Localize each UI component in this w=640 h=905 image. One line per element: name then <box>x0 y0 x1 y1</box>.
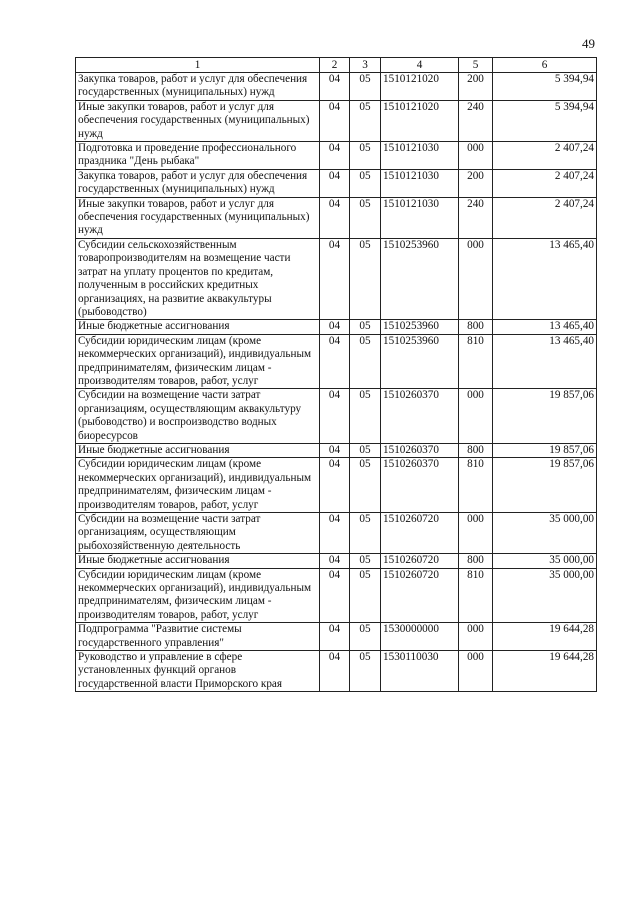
target-article-code: 1510253960 <box>381 320 459 334</box>
target-article-code: 1510121030 <box>381 197 459 238</box>
table-row <box>76 623 597 651</box>
target-article-code: 1510260370 <box>381 458 459 513</box>
table-row <box>76 568 597 623</box>
amount: 2 407,24 <box>493 197 597 238</box>
expense-type-code: 000 <box>459 389 493 444</box>
item-name: Подпрограмма "Развитие системы государственного управления" <box>76 623 320 651</box>
section-code: 04 <box>320 100 350 141</box>
item-name: Закупка товаров, работ и услуг для обеспечения государственных (муниципальных) нужд <box>76 169 320 197</box>
subsection-code: 05 <box>350 568 381 623</box>
page-number: 49 <box>582 36 595 51</box>
item-name: Иные закупки товаров, работ и услуг для обеспечения государственных (муниципальных) нужд <box>76 100 320 141</box>
column-header: 4 <box>381 58 459 73</box>
expense-type-code: 810 <box>459 568 493 623</box>
table-row <box>76 238 597 319</box>
section-code: 04 <box>320 651 350 692</box>
subsection-code: 05 <box>350 197 381 238</box>
item-name: Подготовка и проведение профессионального праздника "День рыбака" <box>76 142 320 170</box>
table-row <box>76 458 597 513</box>
table-body <box>76 73 597 692</box>
table-row <box>76 197 597 238</box>
subsection-code: 05 <box>350 443 381 457</box>
expense-type-code: 800 <box>459 320 493 334</box>
section-code: 04 <box>320 389 350 444</box>
amount: 13 465,40 <box>493 238 597 319</box>
target-article-code: 1510121030 <box>381 169 459 197</box>
expense-type-code: 200 <box>459 169 493 197</box>
section-code: 04 <box>320 197 350 238</box>
amount: 13 465,40 <box>493 320 597 334</box>
amount: 19 857,06 <box>493 458 597 513</box>
amount: 19 857,06 <box>493 443 597 457</box>
expense-type-code: 000 <box>459 513 493 554</box>
amount: 19 644,28 <box>493 651 597 692</box>
subsection-code: 05 <box>350 142 381 170</box>
table-row <box>76 334 597 389</box>
subsection-code: 05 <box>350 554 381 568</box>
item-name: Иные бюджетные ассигнования <box>76 443 320 457</box>
section-code: 04 <box>320 142 350 170</box>
amount: 13 465,40 <box>493 334 597 389</box>
subsection-code: 05 <box>350 320 381 334</box>
amount: 35 000,00 <box>493 568 597 623</box>
subsection-code: 05 <box>350 100 381 141</box>
table-row <box>76 100 597 141</box>
target-article-code: 1510121030 <box>381 142 459 170</box>
subsection-code: 05 <box>350 334 381 389</box>
column-header: 2 <box>320 58 350 73</box>
section-code: 04 <box>320 169 350 197</box>
item-name: Иные закупки товаров, работ и услуг для обеспечения государственных (муниципальных) нужд <box>76 197 320 238</box>
section-code: 04 <box>320 73 350 101</box>
table-row <box>76 554 597 568</box>
table-row <box>76 651 597 692</box>
expense-type-code: 240 <box>459 197 493 238</box>
table-row <box>76 389 597 444</box>
table-row <box>76 169 597 197</box>
expense-type-code: 810 <box>459 334 493 389</box>
item-name: Субсидии юридическим лицам (кроме некоммерческих организаций), индивидуальным предпринимателям, физическим лицам - производителям товаров, работ, услуг <box>76 458 320 513</box>
section-code: 04 <box>320 238 350 319</box>
item-name: Иные бюджетные ассигнования <box>76 320 320 334</box>
item-name: Иные бюджетные ассигнования <box>76 554 320 568</box>
section-code: 04 <box>320 320 350 334</box>
section-code: 04 <box>320 554 350 568</box>
subsection-code: 05 <box>350 651 381 692</box>
amount: 5 394,94 <box>493 73 597 101</box>
subsection-code: 05 <box>350 458 381 513</box>
target-article-code: 1530000000 <box>381 623 459 651</box>
section-code: 04 <box>320 458 350 513</box>
target-article-code: 1510253960 <box>381 334 459 389</box>
expense-type-code: 000 <box>459 142 493 170</box>
subsection-code: 05 <box>350 623 381 651</box>
amount: 35 000,00 <box>493 513 597 554</box>
amount: 5 394,94 <box>493 100 597 141</box>
target-article-code: 1510260370 <box>381 389 459 444</box>
target-article-code: 1510260370 <box>381 443 459 457</box>
column-header: 3 <box>350 58 381 73</box>
target-article-code: 1510253960 <box>381 238 459 319</box>
header-row <box>76 58 597 73</box>
expense-type-code: 800 <box>459 554 493 568</box>
item-name: Субсидии сельскохозяйственным товаропроизводителям на возмещение части затрат на уплату процентов по кредитам, полученным в российских кредитных организациях, на развитие аквакультуры (рыбоводство) <box>76 238 320 319</box>
expense-type-code: 240 <box>459 100 493 141</box>
subsection-code: 05 <box>350 169 381 197</box>
section-code: 04 <box>320 513 350 554</box>
item-name: Закупка товаров, работ и услуг для обеспечения государственных (муниципальных) нужд <box>76 73 320 101</box>
section-code: 04 <box>320 443 350 457</box>
expense-type-code: 000 <box>459 623 493 651</box>
expense-type-code: 810 <box>459 458 493 513</box>
expense-type-code: 200 <box>459 73 493 101</box>
column-header: 6 <box>493 58 597 73</box>
amount: 2 407,24 <box>493 142 597 170</box>
table-row <box>76 320 597 334</box>
expense-type-code: 000 <box>459 238 493 319</box>
item-name: Субсидии юридическим лицам (кроме некоммерческих организаций), индивидуальным предпринимателям, физическим лицам - производителям товаров, работ, услуг <box>76 568 320 623</box>
subsection-code: 05 <box>350 513 381 554</box>
expense-type-code: 800 <box>459 443 493 457</box>
budget-table <box>75 57 597 692</box>
item-name: Субсидии на возмещение части затрат организациям, осуществляющим аквакультуру (рыбоводство) и воспроизводство водных биоресурсов <box>76 389 320 444</box>
expense-type-code: 000 <box>459 651 493 692</box>
section-code: 04 <box>320 623 350 651</box>
target-article-code: 1510121020 <box>381 73 459 101</box>
item-name: Субсидии юридическим лицам (кроме некоммерческих организаций), индивидуальным предпринимателям, физическим лицам - производителям товаров, работ, услуг <box>76 334 320 389</box>
column-header: 5 <box>459 58 493 73</box>
subsection-code: 05 <box>350 389 381 444</box>
item-name: Субсидии на возмещение части затрат организациям, осуществляющим рыбохозяйственную деятельность <box>76 513 320 554</box>
target-article-code: 1510260720 <box>381 513 459 554</box>
table-row <box>76 73 597 101</box>
table-row <box>76 513 597 554</box>
amount: 2 407,24 <box>493 169 597 197</box>
amount: 19 857,06 <box>493 389 597 444</box>
amount: 19 644,28 <box>493 623 597 651</box>
table-row <box>76 142 597 170</box>
column-header: 1 <box>76 58 320 73</box>
section-code: 04 <box>320 334 350 389</box>
target-article-code: 1510121020 <box>381 100 459 141</box>
section-code: 04 <box>320 568 350 623</box>
table-row <box>76 443 597 457</box>
target-article-code: 1530110030 <box>381 651 459 692</box>
subsection-code: 05 <box>350 238 381 319</box>
target-article-code: 1510260720 <box>381 554 459 568</box>
item-name: Руководство и управление в сфере установленных функций органов государственной власти Приморского края <box>76 651 320 692</box>
amount: 35 000,00 <box>493 554 597 568</box>
target-article-code: 1510260720 <box>381 568 459 623</box>
subsection-code: 05 <box>350 73 381 101</box>
